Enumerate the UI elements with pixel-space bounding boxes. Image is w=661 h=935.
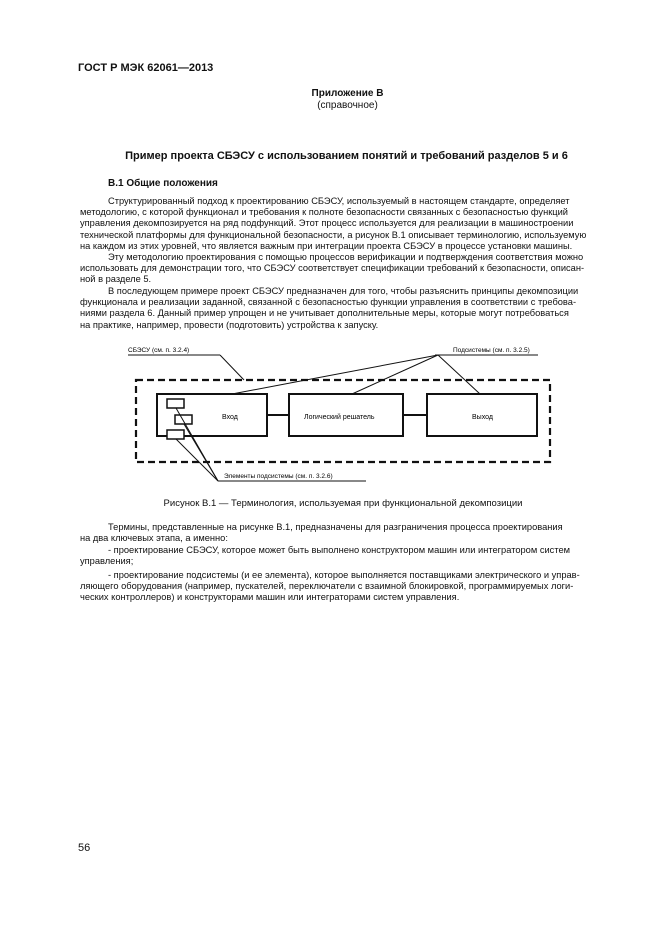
- bullet-1: [80, 545, 608, 567]
- text-line: Эту методологию проектирования с помощью процессов верификации и подтверждения соответствия можно: [108, 252, 584, 262]
- text-line: на практике, например, провести (подготовить) устройства к запуску.: [80, 319, 379, 330]
- text-line: управления декомпозируется на ряд подфункций. Этот процесс используется для реализации в машиностроении: [80, 218, 574, 229]
- text-line: функционала и реализации заданной, связанной с безопасностью функции управления в соответствии с требова-: [80, 297, 577, 308]
- text-line: ной в разделе 5.: [80, 274, 152, 285]
- paragraph-2: [80, 252, 608, 286]
- subsystems-leader-output: [438, 355, 480, 394]
- element-box: [167, 399, 184, 408]
- text-line: - проектирование СБЭСУ, которое может быть выполнено конструктором машин или интегратором систем: [108, 545, 571, 555]
- element-box: [175, 415, 192, 424]
- subsystems-label: Подсистемы (см. п. 3.2.5): [453, 347, 530, 354]
- subsystems-leader-logic: [352, 355, 438, 394]
- text-line: методологию, с которой функционал и требования к полноте безопасности связанных с безопасностью функций: [80, 207, 568, 218]
- bullet-2: [80, 570, 608, 604]
- text-line: управления;: [80, 556, 134, 567]
- sbesu-label: СБЭСУ (см. п. 3.2.4): [128, 347, 190, 354]
- text-line: на два ключевых этапа, а именно:: [80, 533, 228, 544]
- text-line: ниями раздела 6. Данный пример упрощен и не учитывает дополнительные меры, которые могут потребоваться: [80, 308, 569, 319]
- section-heading: В.1 Общие положения: [108, 178, 218, 189]
- appendix-heading: Пример проекта СБЭСУ с использованием понятий и требований разделов 5 и 6: [125, 150, 568, 162]
- text-line: В последующем примере проект СБЭСУ предназначен для того, чтобы разъяснить принципы декомпозиции: [108, 286, 579, 296]
- text-line: ческих контроллеров) и конструкторами машин или интеграторами систем управления.: [80, 592, 460, 603]
- text-line: Термины, представленные на рисунке В.1, предназначены для разграничения процесса проектирования: [108, 522, 563, 532]
- element-box: [167, 430, 184, 439]
- subsystems-leader-input: [232, 355, 438, 394]
- text-line: ляющего оборудования (например, пускателей, переключатели с взаимной блокировкой, программируемых логи-: [80, 581, 574, 592]
- sbesu-leader: [220, 355, 244, 380]
- paragraph-3: [80, 286, 608, 331]
- text-line: технической платформы для функциональной безопасности, а рисунок В.1 описывает терминологию, используемую: [80, 229, 587, 240]
- paragraph-1: [80, 196, 608, 252]
- appendix-subtitle: (справочное): [317, 100, 378, 111]
- text-line: - проектирование подсистемы (и ее элемента), которое выполняется поставщиками электрического и управ-: [108, 570, 580, 580]
- paragraph-4: [80, 522, 608, 544]
- appendix-title: Приложение В: [311, 88, 384, 99]
- text-line: Структурированный подход к проектированию СБЭСУ, используемый в настоящем стандарте, определяет: [108, 196, 570, 206]
- page-number: 56: [78, 842, 91, 854]
- logic-box-label: Логический решатель: [304, 414, 375, 421]
- output-box-label: Выход: [472, 414, 493, 421]
- terminology-figure: [120, 340, 560, 490]
- document-header: ГОСТ Р МЭК 62061—2013: [78, 62, 214, 74]
- text-line: на каждом из этих уровней, что является важным при интеграции проекта СБЭСУ в процессе установки машины.: [80, 240, 573, 251]
- input-box-label: Вход: [222, 414, 238, 421]
- figure-caption: Рисунок В.1 — Терминология, используемая при функциональной декомпозиции: [163, 498, 523, 509]
- elements-label: Элементы подсистемы (см. п. 3.2.6): [224, 473, 333, 480]
- text-line: использовать для демонстрации того, что СБЭСУ соответствует спецификации требований к безопасности, описан-: [80, 263, 585, 274]
